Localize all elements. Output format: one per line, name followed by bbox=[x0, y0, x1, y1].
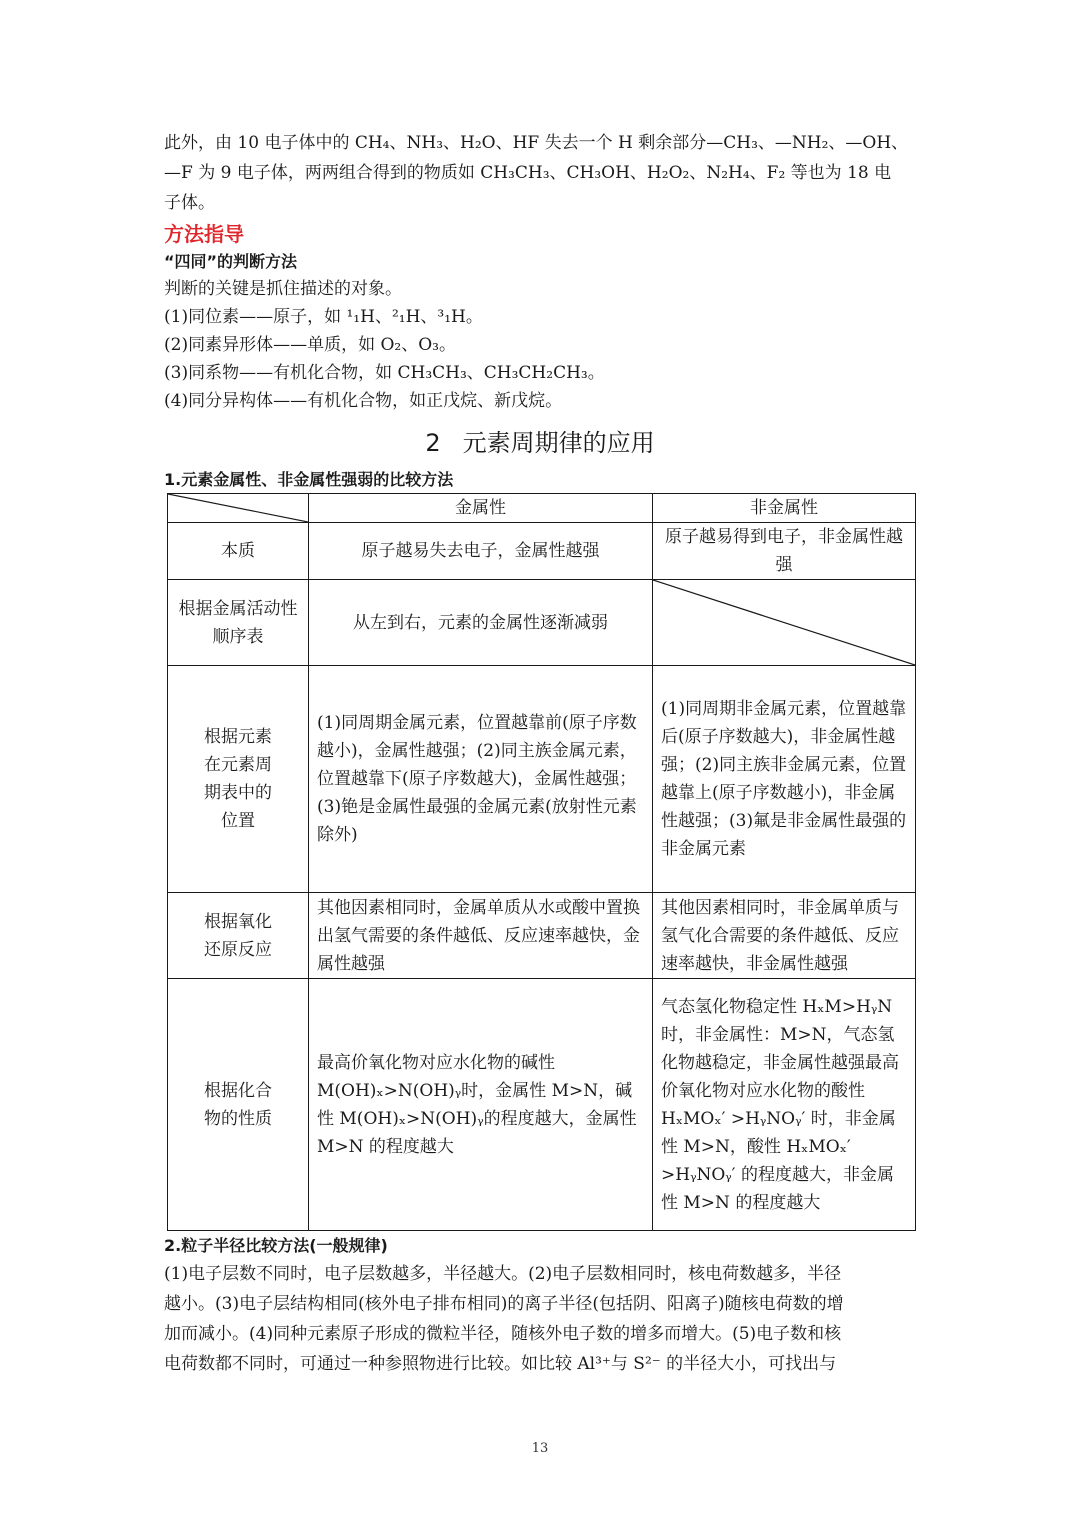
section-number: 2 bbox=[425, 429, 441, 457]
radius-line: 加而减小。(4)同种元素原子形成的微粒半径，随核外电子数的增多而增大。(5)电子数和核 bbox=[164, 1324, 842, 1344]
method-item: (3)同系物——有机化合物，如 CH₃CH₃、CH₃CH₂CH₃。 bbox=[164, 363, 605, 383]
table-row bbox=[168, 893, 916, 979]
method-item: (1)同位素——原子，如 ¹₁H、²₁H、³₁H。 bbox=[164, 307, 483, 327]
cell-nonmetal: 原子越易得到电子，非金属性越强 bbox=[653, 523, 916, 580]
table-row bbox=[168, 580, 916, 666]
table-row bbox=[168, 523, 916, 580]
cell-metal: 最高价氧化物对应水化物的碱性 M(OH)ₓ>N(OH)ᵧ时，金属性 M>N，碱性 M(OH)ₓ>N(OH)ᵧ的程度越大，金属性 M>N 的程度越大 bbox=[309, 979, 653, 1231]
header-nonmetal: 非金属性 bbox=[653, 494, 916, 523]
intro-line-1: 此外，由 10 电子体中的 CH₄、NH₃、H₂O、HF 失去一个 H 剩余部分—CH₃、—NH₂、—OH、 bbox=[164, 133, 909, 153]
method-heading: 方法指导 bbox=[164, 222, 244, 246]
radius-line: 越小。(3)电子层结构相同(核外电子排布相同)的离子半径(包括阴、阳离子)随核电荷数的增 bbox=[164, 1294, 844, 1314]
cell-nonmetal: 其他因素相同时，非金属单质与氢气化合需要的条件越低、反应速率越快，非金属性越强 bbox=[653, 893, 916, 979]
document-page bbox=[164, 128, 916, 1379]
cell-nonmetal: (1)同周期非金属元素，位置越靠后(原子序数越大)，非金属性越强；(2)同主族非金属元素，位置越靠上(原子序数越小)，非金属性越强；(3)氟是非金属性最强的非金属元素 bbox=[653, 666, 916, 893]
diagonal-line bbox=[653, 580, 915, 665]
intro-line-2: —F 为 9 电子体，两两组合得到的物质如 CH₃CH₃、CH₃OH、H₂O₂、N₂H₄、F₂ 等也为 18 电 bbox=[164, 163, 892, 183]
cell-metal: 从左到右，元素的金属性逐渐减弱 bbox=[309, 580, 653, 666]
comparison-table bbox=[167, 493, 916, 1231]
row-label: 根据金属活动性顺序表 bbox=[168, 580, 309, 666]
diagonal-header-cell bbox=[168, 494, 309, 523]
method-lead: 判断的关键是抓住描述的对象。 bbox=[164, 279, 402, 299]
table-row bbox=[168, 666, 916, 893]
method-subheading: “四同”的判断方法 bbox=[164, 252, 298, 271]
radius-line: (1)电子层数不同时，电子层数越多，半径越大。(2)电子层数相同时，核电荷数越多，半径 bbox=[164, 1264, 842, 1284]
section-title bbox=[164, 425, 916, 461]
page-number: 13 bbox=[531, 1441, 549, 1456]
diagonal-line bbox=[168, 494, 308, 522]
method-item: (4)同分异构体——有机化合物，如正戊烷、新戊烷。 bbox=[164, 391, 563, 411]
section-title-text: 元素周期律的应用 bbox=[462, 429, 655, 457]
radius-line: 电荷数都不同时，可通过一种参照物进行比较。如比较 Al³⁺与 S²⁻ 的半径大小，可找出与 bbox=[164, 1354, 837, 1374]
row-label: 根据元素在元素周期表中的位置 bbox=[168, 666, 309, 893]
header-metal: 金属性 bbox=[309, 494, 653, 523]
cell-nonmetal: 气态氢化物稳定性 HₓM>HᵧN 时，非金属性：M>N，气态氢化物越稳定，非金属性越强最高价氧化物对应水化物的酸性 HₓMOₓ′ >HᵧNOᵧ′ 时，非金属性 M>N，酸性 HₓMOₓ′ >HᵧNOᵧ′ 的程度越大，非金属性 M>N 的程度越大 bbox=[653, 979, 916, 1231]
radius-title: 2.粒子半径比较方法(一般规律) bbox=[164, 1236, 388, 1255]
cell-metal: 原子越易失去电子，金属性越强 bbox=[309, 523, 653, 580]
table-header-row bbox=[168, 494, 916, 523]
method-item: (2)同素异形体——单质，如 O₂、O₃。 bbox=[164, 335, 456, 355]
cell-metal: 其他因素相同时，金属单质从水或酸中置换出氢气需要的条件越低、反应速率越快，金属性越强 bbox=[309, 893, 653, 979]
row-label: 根据化合物的性质 bbox=[168, 979, 309, 1231]
table-row bbox=[168, 979, 916, 1231]
cell-metal: (1)同周期金属元素，位置越靠前(原子序数越小)，金属性越强；(2)同主族金属元素，位置越靠下(原子序数越大)，金属性越强；(3)铯是金属性最强的金属元素(放射性元素除外) bbox=[309, 666, 653, 893]
table-title: 1.元素金属性、非金属性强弱的比较方法 bbox=[164, 470, 454, 489]
diagonal-empty-cell bbox=[653, 580, 916, 666]
intro-line-3: 子体。 bbox=[164, 193, 215, 213]
row-label: 根据氧化还原反应 bbox=[168, 893, 309, 979]
row-label: 本质 bbox=[168, 523, 309, 580]
